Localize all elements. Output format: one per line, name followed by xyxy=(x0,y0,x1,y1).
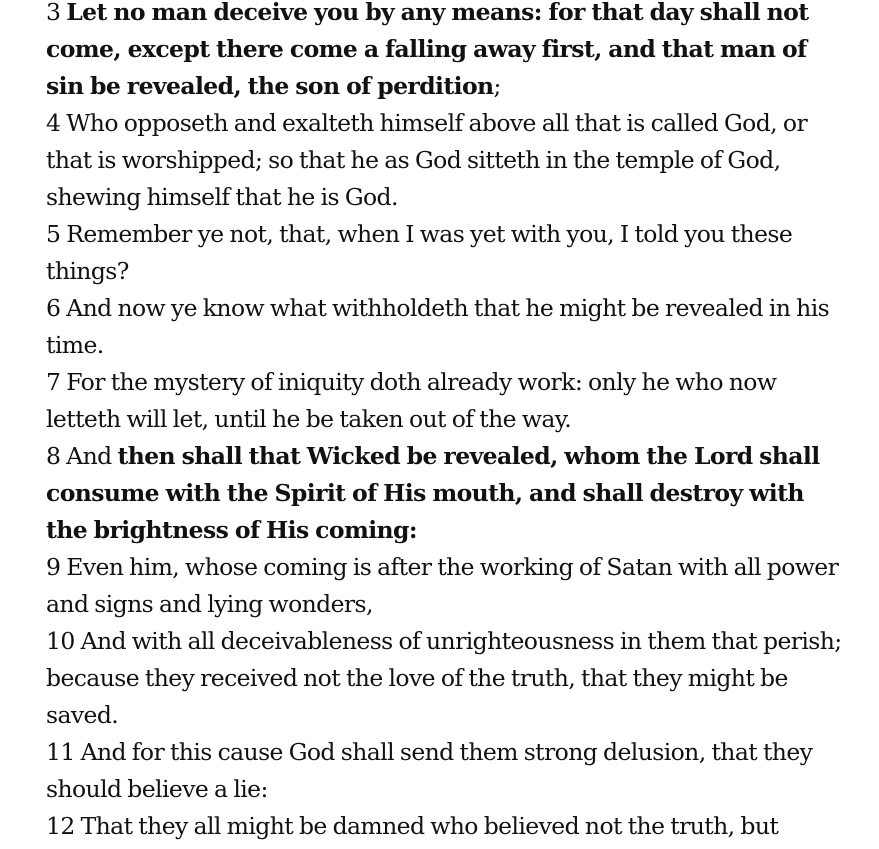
verse-5 xyxy=(46,216,846,290)
verse-10 xyxy=(46,623,846,734)
verse-text: Even him, whose coming is after the working of Satan with all power and signs and lying wonders, xyxy=(46,553,839,618)
verse-number: 9 xyxy=(46,553,61,581)
verse-number: 5 xyxy=(46,220,61,248)
verse-text-bold: then shall that Wicked be revealed, whom the Lord shall consume with the Spirit of His mouth, and shall destroy with the brightness of His coming: xyxy=(46,442,820,544)
verse-text: That they all might be damned who believed not the truth, but xyxy=(80,812,779,840)
scripture-passage xyxy=(46,0,846,845)
verse-4 xyxy=(46,105,846,216)
verse-number: 11 xyxy=(46,738,75,766)
verse-text: Remember ye not, that, when I was yet with you, I told you these things? xyxy=(46,220,793,285)
verse-12 xyxy=(46,808,846,845)
verse-text: And now ye know what withholdeth that he might be revealed in his time. xyxy=(46,294,830,359)
verse-number: 8 xyxy=(46,442,61,470)
verse-number: 4 xyxy=(46,109,61,137)
verse-text: ; xyxy=(493,72,501,100)
verse-number: 7 xyxy=(46,368,61,396)
verse-text: And with all deceivableness of unrighteousness in them that perish; because they received not the love of the truth, that they might be saved. xyxy=(46,627,842,729)
verse-6 xyxy=(46,290,846,364)
verse-text: And for this cause God shall send them strong delusion, that they should believe a lie: xyxy=(46,738,813,803)
verse-number: 3 xyxy=(46,0,61,26)
verse-number: 6 xyxy=(46,294,61,322)
verse-7 xyxy=(46,364,846,438)
verse-8 xyxy=(46,438,846,549)
verse-text: Who opposeth and exalteth himself above all that is called God, or that is worshipped; so that he as God sitteth in the temple of God, shewing himself that he is God. xyxy=(46,109,808,211)
verse-number: 10 xyxy=(46,627,75,655)
verse-text: And xyxy=(66,442,118,470)
verse-11 xyxy=(46,734,846,808)
verse-text-bold: Let no man deceive you by any means: for that day shall not come, except there come a falling away first, and that man of sin be revealed, the son of perdition xyxy=(46,0,809,100)
verse-text: For the mystery of iniquity doth already work: only he who now letteth will let, until he be taken out of the way. xyxy=(46,368,777,433)
verse-9 xyxy=(46,549,846,623)
verse-3 xyxy=(46,0,846,105)
verse-number: 12 xyxy=(46,812,75,840)
